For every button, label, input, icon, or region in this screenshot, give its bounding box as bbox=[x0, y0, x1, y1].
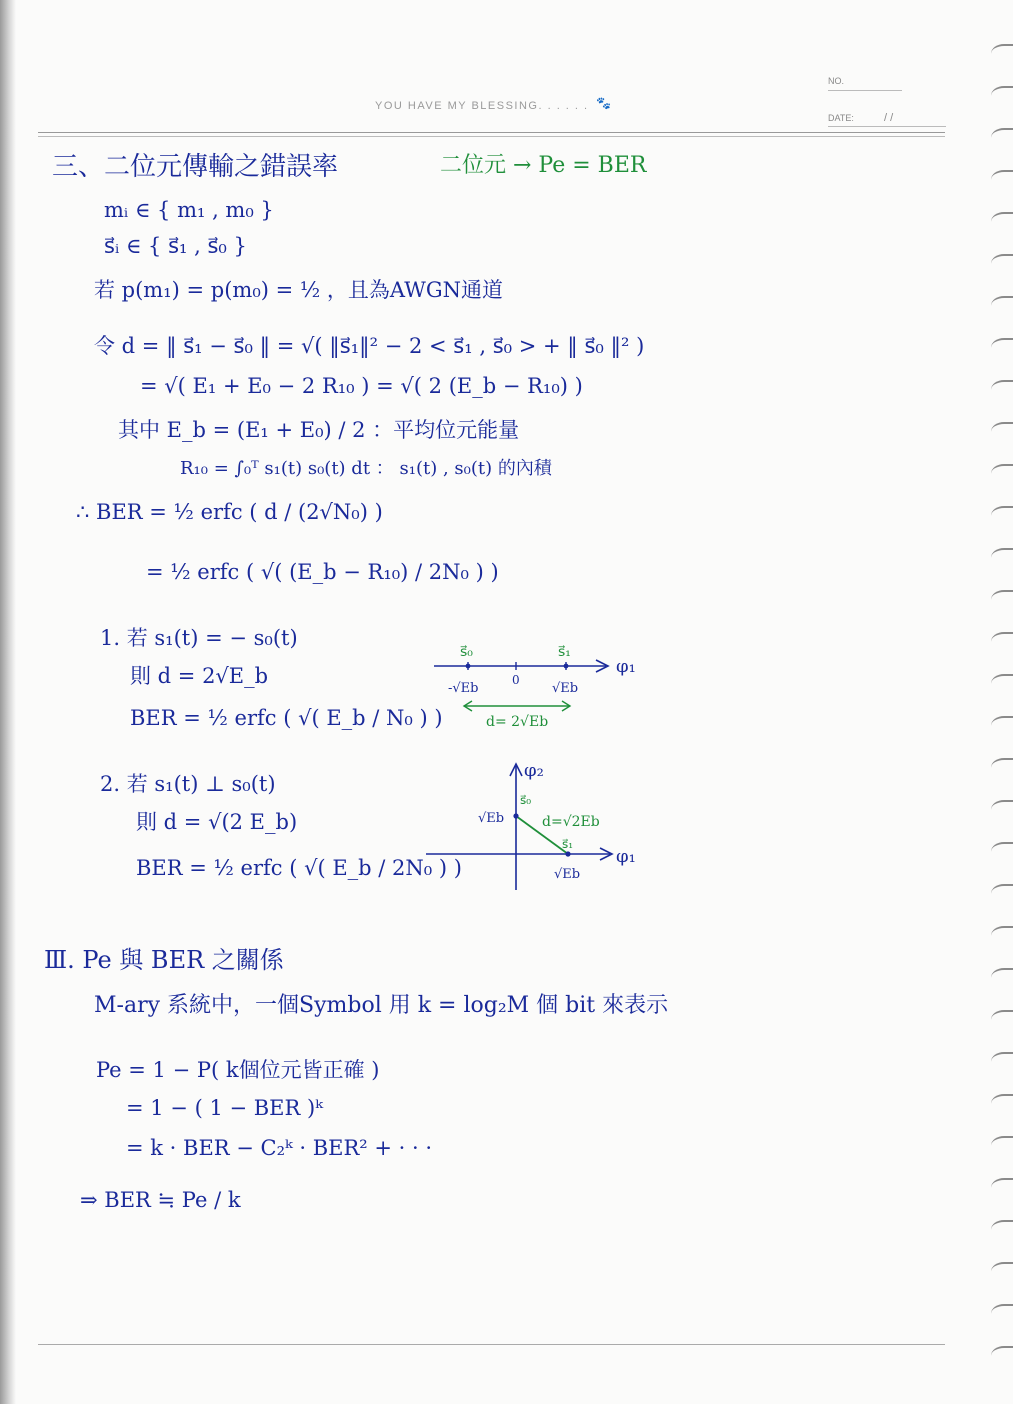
binding-ring bbox=[991, 296, 1013, 312]
date-line bbox=[828, 126, 946, 127]
binding-ring bbox=[991, 254, 1013, 270]
phi2-label: φ₂ bbox=[524, 760, 544, 781]
x-tick-label: √Eb bbox=[554, 867, 581, 882]
s1-label: s⃗₁ bbox=[558, 644, 571, 660]
s1-point-2 bbox=[565, 851, 570, 856]
binding-ring bbox=[991, 464, 1013, 480]
binding-ring bbox=[991, 338, 1013, 354]
binding-ring bbox=[991, 422, 1013, 438]
footer-rule bbox=[38, 1344, 945, 1345]
binding-ring bbox=[991, 1220, 1013, 1236]
date-label: DATE: bbox=[828, 113, 854, 123]
header-blessing: YOU HAVE MY BLESSING. . . . . . bbox=[375, 100, 589, 112]
r10-definition: R₁₀ = ∫₀ᵀ s₁(t) s₀(t) dt ： s₁(t) , s₀(t) 的內積 bbox=[180, 458, 552, 479]
distance-simplified: = √( E₁ + E₀ − 2 R₁₀ ) = √( 2 (E_b − R₁₀) ) bbox=[140, 374, 583, 398]
binding-ring bbox=[991, 968, 1013, 984]
binding-ring bbox=[991, 548, 1013, 564]
pe-expansion-2: = k · BER − C₂ᵏ · BER² + · · · bbox=[126, 1136, 433, 1160]
case2-condition: 2. 若 s₁(t) ⊥ s₀(t) bbox=[100, 772, 276, 796]
binding-ring bbox=[991, 1304, 1013, 1320]
binding-ring bbox=[991, 212, 1013, 228]
ber-approx: ⇒ BER ≒ Pe / k bbox=[80, 1188, 241, 1212]
binding-ring bbox=[991, 1010, 1013, 1026]
mary-intro: M-ary 系統中，一個Symbol 用 k = log₂M 個 bit 來表示 bbox=[94, 993, 669, 1018]
case1-condition: 1. 若 s₁(t) = − s₀(t) bbox=[100, 626, 298, 650]
binding-ring bbox=[991, 1136, 1013, 1152]
binding-ring bbox=[991, 506, 1013, 522]
distance-label: d= 2√Eb bbox=[486, 714, 549, 730]
signal-set: s⃗ᵢ ∈ { s⃗₁ , s⃗₀ } bbox=[104, 234, 247, 258]
paw-print-icon: 🐾 bbox=[596, 96, 611, 110]
binding-ring bbox=[991, 128, 1013, 144]
binding-ring bbox=[991, 1346, 1013, 1362]
scan-edge bbox=[0, 0, 16, 1404]
neg-tick-label: -√Eb bbox=[448, 681, 479, 696]
binding-ring bbox=[991, 884, 1013, 900]
no-label: NO. bbox=[828, 76, 845, 86]
no-line bbox=[828, 90, 902, 91]
case1-distance: 則 d = 2√E_b bbox=[130, 664, 269, 688]
y-tick-label: √Eb bbox=[478, 811, 505, 826]
section-title: 三、二位元傳輸之錯誤率 bbox=[52, 152, 339, 182]
phi1-label: φ₁ bbox=[616, 656, 636, 677]
antipodal-constellation-diagram bbox=[420, 630, 660, 740]
binding-ring bbox=[991, 86, 1013, 102]
case2-distance: 則 d = √(2 E_b) bbox=[136, 810, 298, 834]
binding-ring bbox=[991, 800, 1013, 816]
binding-ring bbox=[991, 1178, 1013, 1194]
binding-ring bbox=[991, 590, 1013, 606]
pos-tick-label: √Eb bbox=[552, 681, 579, 696]
binding-ring bbox=[991, 674, 1013, 690]
binding-ring bbox=[991, 926, 1013, 942]
s1-label-2: s⃗₁ bbox=[562, 837, 574, 851]
binding-ring bbox=[991, 758, 1013, 774]
zero-tick-label: 0 bbox=[512, 673, 520, 687]
green-note: 二位元 → Pe = BER bbox=[440, 153, 647, 178]
phi1-label-2: φ₁ bbox=[616, 846, 636, 867]
section-ii-title: Ⅲ. Pe 與 BER 之關係 bbox=[44, 946, 284, 974]
binding-ring bbox=[991, 44, 1013, 60]
pe-definition: Pe = 1 − P( k個位元皆正確 ) bbox=[96, 1058, 380, 1082]
case2-ber: BER = ½ erfc ( √( E_b / 2N₀ ) ) bbox=[136, 856, 462, 880]
s0-label-2: s⃗₀ bbox=[520, 793, 532, 807]
binding-ring bbox=[991, 170, 1013, 186]
pe-expansion-1: = 1 − ( 1 − BER )ᵏ bbox=[126, 1096, 323, 1120]
s0-label: s⃗₀ bbox=[460, 644, 473, 660]
binding-ring bbox=[991, 842, 1013, 858]
header-rule bbox=[38, 132, 945, 133]
distance-label-2: d=√2Eb bbox=[542, 814, 600, 830]
header-rule-secondary bbox=[38, 136, 945, 137]
s0-point bbox=[466, 664, 471, 669]
s1-point bbox=[564, 664, 569, 669]
binding-ring bbox=[991, 1052, 1013, 1068]
date-slashes: / / bbox=[884, 112, 894, 124]
s0-point-2 bbox=[513, 813, 518, 818]
binding-ring bbox=[991, 1262, 1013, 1278]
binding-ring bbox=[991, 1094, 1013, 1110]
binding-ring bbox=[991, 716, 1013, 732]
binding-ring bbox=[991, 632, 1013, 648]
eb-definition: 其中 E_b = (E₁ + E₀) / 2 ：平均位元能量 bbox=[118, 418, 520, 442]
ber-formula-simplified: = ½ erfc ( √( (E_b − R₁₀) / 2N₀ ) ) bbox=[146, 560, 499, 584]
distance-definition: 令 d = ‖ s⃗₁ − s⃗₀ ‖ = √( ‖s⃗₁‖² − 2 < s⃗₁ , s⃗₀ > + ‖ s⃗₀ ‖² ) bbox=[94, 334, 645, 358]
case1-ber: BER = ½ erfc ( √( E_b / N₀ ) ) bbox=[130, 706, 443, 730]
equal-prior-condition: 若 p(m₁) = p(m₀) = ½ ，且為AWGN通道 bbox=[94, 278, 503, 302]
message-set: mᵢ ∈ { m₁ , m₀ } bbox=[104, 198, 274, 222]
ber-formula: ∴ BER = ½ erfc ( d / (2√N₀) ) bbox=[76, 500, 383, 524]
binding-ring bbox=[991, 380, 1013, 396]
orthogonal-constellation-diagram bbox=[420, 756, 660, 896]
